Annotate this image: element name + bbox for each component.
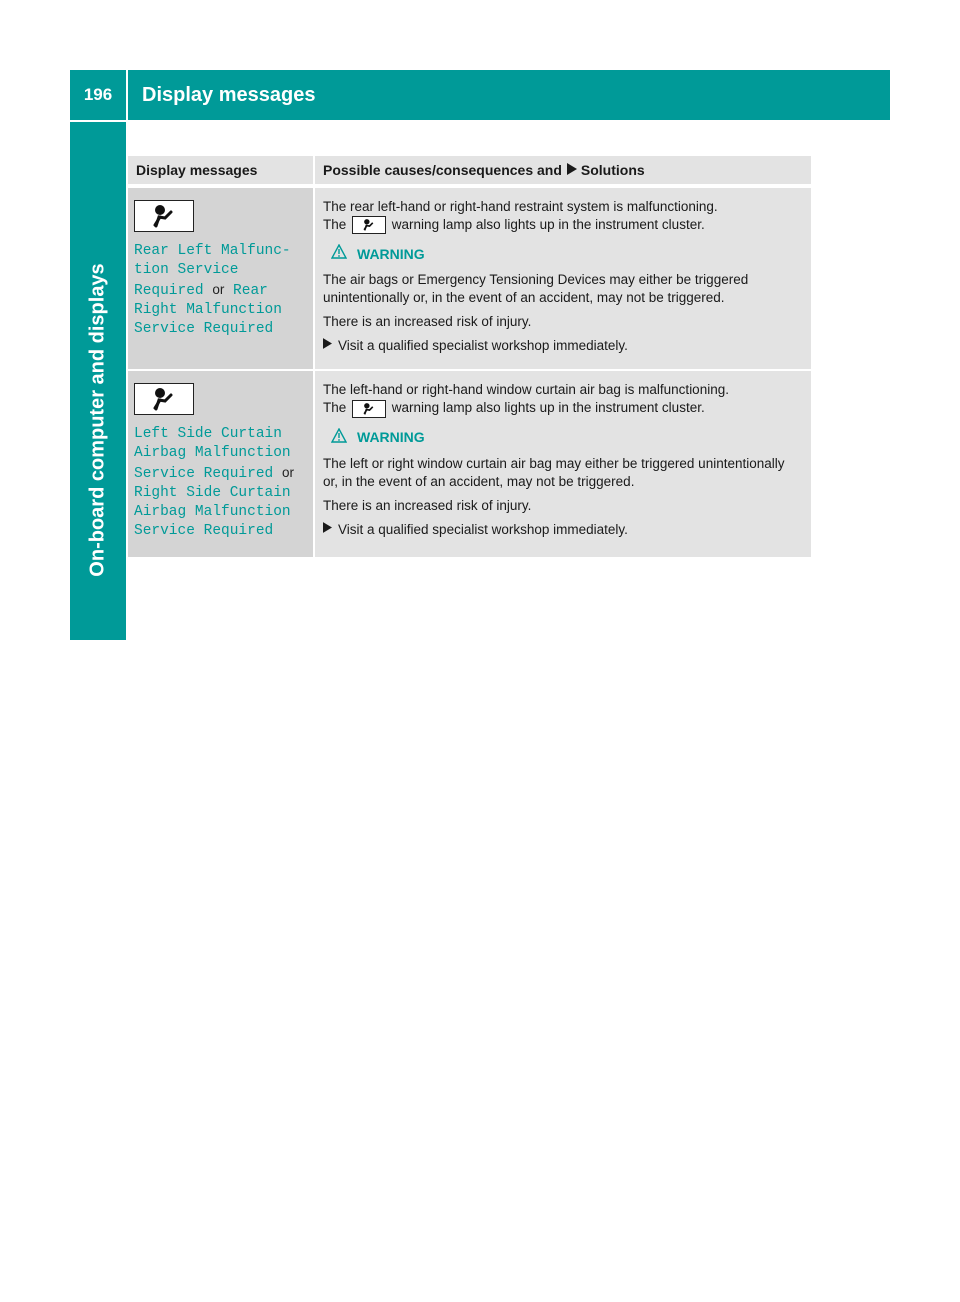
message-line: Right Malfunction (134, 302, 282, 318)
display-message-cell (128, 371, 313, 557)
column-header-solutions-text: Solutions (580, 162, 645, 178)
column-header-causes-text: Possible causes/consequences and (323, 162, 562, 178)
action-item (323, 337, 803, 355)
warning-text: The left or right window curtain air bag may either be triggered unintentionally or, in the event of an accident, may not be triggered. (323, 455, 785, 489)
warning-triangle-icon (331, 428, 347, 447)
warning-label: WARNING (357, 245, 425, 262)
side-tab-marker (70, 588, 126, 640)
side-tab-label: On-board computer and displays (86, 263, 109, 577)
table-header-row (128, 156, 811, 186)
action-text: Visit a qualified specialist workshop immediately. (338, 521, 628, 537)
page-header (70, 70, 890, 120)
messages-table (128, 156, 811, 557)
message-rear-left (134, 242, 307, 339)
causes-cell (315, 371, 811, 557)
warning-heading (331, 428, 803, 447)
cause-text: The left-hand or right-hand window curtain air bag is malfunctioning. (323, 382, 729, 398)
lamp-text (323, 216, 803, 234)
page-number: 196 (70, 70, 128, 120)
table-row (128, 188, 811, 369)
lamp-text-post: warning lamp also lights up in the instrument cluster. (391, 400, 705, 416)
lamp-text-post: warning lamp also lights up in the instrument cluster. (391, 217, 705, 232)
message-line: Airbag Malfunction (134, 445, 291, 462)
message-line: tion Service (134, 262, 239, 278)
or-connector: or (212, 282, 225, 297)
message-line: Service Required (134, 321, 274, 337)
message-side-curtain (134, 425, 307, 541)
play-arrow-icon (323, 521, 332, 539)
column-header-causes (315, 156, 811, 186)
lamp-text-pre: The (323, 217, 347, 232)
lamp-text (323, 399, 803, 417)
message-line: Rear (233, 283, 268, 299)
lamp-text-pre: The (323, 400, 347, 416)
message-line: Right Side Curtain (134, 485, 291, 502)
message-line: Required (134, 283, 204, 299)
risk-text: There is an increased risk of injury. (323, 497, 532, 513)
airbag-lamp-icon (352, 216, 386, 234)
airbag-warning-icon (134, 383, 194, 415)
causes-cell (315, 188, 811, 369)
message-line: Airbag Malfunction (134, 504, 291, 521)
play-arrow-icon (323, 337, 332, 355)
page-title: Display messages (142, 83, 316, 106)
warning-heading (331, 244, 803, 263)
warning-label: WARNING (357, 429, 425, 446)
or-connector: or (281, 465, 294, 481)
message-line: Left Side Curtain (134, 426, 282, 443)
message-line: Service Required (134, 523, 274, 540)
play-arrow-icon (567, 162, 577, 178)
cause-text: The rear left-hand or right-hand restraint system is malfunctioning. (323, 199, 718, 214)
warning-text: The air bags or Emergency Tensioning Devices may either be triggered unintentionally or, in the event of an accident, may not be triggered. (323, 272, 749, 306)
airbag-warning-icon (134, 200, 194, 232)
warning-triangle-icon (331, 244, 347, 263)
column-header-display-messages: Display messages (128, 156, 313, 186)
message-line: Service Required (134, 466, 274, 483)
risk-text: There is an increased risk of injury. (323, 314, 532, 330)
airbag-lamp-icon (352, 400, 386, 418)
action-item (323, 521, 803, 539)
action-text: Visit a qualified specialist workshop immediately. (338, 338, 628, 354)
message-line: Rear Left Malfunc‑ (134, 243, 291, 259)
table-row (128, 371, 811, 557)
display-message-cell (128, 188, 313, 369)
